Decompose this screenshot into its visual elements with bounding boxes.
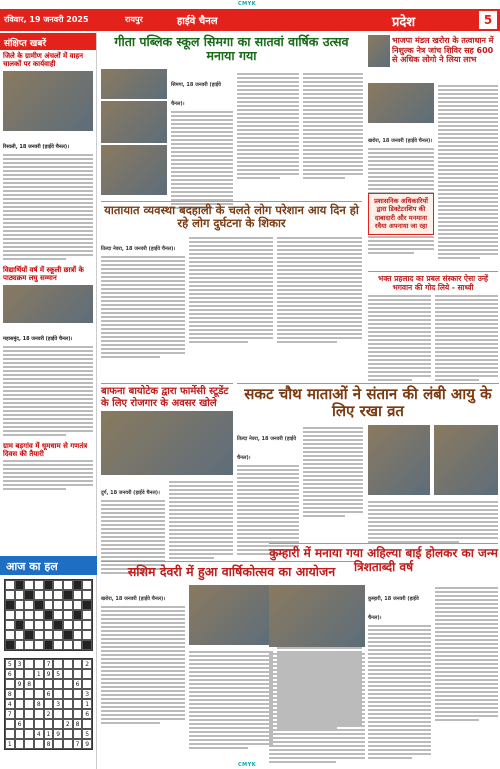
edition-city: रायपुर bbox=[125, 15, 143, 24]
story-sakat-photo-1 bbox=[368, 425, 430, 495]
story-sakat-col-3 bbox=[368, 499, 498, 545]
puzzle-header: आज का हल bbox=[0, 556, 97, 575]
briefs-header: संक्षिप्त खबरें bbox=[0, 33, 96, 50]
story-sakat-headline: सकट चौथ माताओं ने संतान की लंबी आयु के लिए रखा व्रत bbox=[244, 385, 492, 421]
story-geeta-dateline: सिमगा, 18 जनवरी (हाईवे चैनल)। bbox=[171, 82, 221, 107]
brief-story-1-photo bbox=[3, 71, 93, 131]
paper-name: हाईवे चैनल bbox=[177, 16, 218, 27]
story-sakat-photo-2 bbox=[434, 425, 498, 495]
story-traffic-col-2 bbox=[189, 235, 273, 345]
story-sashim-photo bbox=[189, 585, 273, 645]
story-geeta-headline: गीता पब्लिक स्कूल सिमगा का सातवां वार्षिक उत्सव मनाया गया bbox=[114, 34, 349, 64]
story-geeta-school bbox=[101, 35, 362, 64]
section-title: प्रदेश bbox=[392, 15, 416, 30]
crossword-grid bbox=[4, 579, 93, 651]
story-sashim-headline: सशिम देवरी में हुआ वार्षिकोत्सव का आयोजन bbox=[127, 564, 336, 579]
story-geeta-col-1 bbox=[171, 71, 233, 211]
story-geeta-photo-3 bbox=[101, 145, 167, 195]
brief-story-2-dateline: महासमुंद, 18 जनवरी (हाईवे चैनल)। bbox=[3, 335, 73, 342]
story-geeta-photo-2 bbox=[101, 101, 167, 143]
story-prahlad bbox=[368, 271, 498, 292]
right-column bbox=[269, 33, 500, 769]
story-bjp-col-1 bbox=[438, 83, 498, 261]
story-sakat-col-2 bbox=[303, 425, 363, 519]
story-bafna-col-2 bbox=[169, 479, 233, 561]
story-kumhari bbox=[269, 543, 498, 575]
story-sakat-dateline: तिल्दा नेवरा, 18 जनवरी (हाईवे चैनल)। bbox=[237, 436, 297, 461]
story-bafna-dateline: दुर्ग, 18 जनवरी (हाईवे चैनल)। bbox=[101, 490, 160, 496]
story-bjp-dateline: खरोरा, 18 जनवरी (हाईवे चैनल)। bbox=[368, 138, 433, 144]
story-kumhari-col-1 bbox=[368, 585, 431, 761]
story-prahlad-col-1 bbox=[368, 293, 431, 383]
brief-story-1-title: जिले के ग्रामीण अंचलों में वाहन चालकों पर कार्यवाही bbox=[3, 52, 83, 69]
story-traffic-headline: यातायात व्यवस्था बदहाली के चलते लोग परेशान आय दिन हो रहे लोग दुर्घटना के शिकार bbox=[104, 203, 359, 231]
cmyk-mark-top: CMYK bbox=[238, 1, 257, 7]
brief-story-3-body bbox=[3, 460, 93, 490]
story-traffic-col-1 bbox=[101, 235, 185, 360]
story-geeta-col-3 bbox=[303, 71, 363, 181]
brief-story-3 bbox=[0, 440, 96, 495]
issue-date: रविवार, 19 जनवरी 2025 bbox=[4, 15, 89, 24]
brief-story-1 bbox=[0, 50, 96, 264]
pull-quote-text: प्रशासनिक अधिकारियों द्वारा डिक्टेटरशिप की दाबादारी और मनमाना रवैया अपनाया जा रहा bbox=[374, 197, 428, 231]
brief-story-3-title: ग्राम बड़गांव में धूमधाम से गणतंत्र दिवस की तैयारी bbox=[3, 441, 88, 458]
story-sashim-col-2 bbox=[189, 649, 273, 751]
story-prahlad-headline: भक्त प्रहलाद का प्रबल संस्कार ऐसा उन्हें भगवान की गोद लिये - साध्वी bbox=[377, 274, 489, 292]
story-geeta-photo-1 bbox=[101, 69, 167, 99]
brief-story-2 bbox=[0, 264, 96, 440]
cmyk-mark-bottom: CMYK bbox=[238, 762, 257, 768]
story-kumhari-headline: कुम्हारी में मनाया गया अहिल्या बाई होलकर का जन्म त्रिशताब्दी वर्ष bbox=[269, 546, 498, 574]
brief-story-2-title: विद्यार्थियों वर्ष में स्कूली छात्रों के पाठ्यक्रम लघु सम्मान bbox=[3, 265, 84, 283]
story-bjp-headline: भाजपा मंडल खरोरा के तत्वाधान में निशुल्क नेत्र जांच शिविर सह 600 से अधिक लोगो ने लिया लाभ bbox=[392, 36, 494, 65]
story-prahlad-col-2 bbox=[435, 293, 498, 383]
pull-quote-box bbox=[368, 193, 434, 235]
story-sakat-col-1 bbox=[237, 425, 299, 557]
story-bjp-photo-2 bbox=[368, 83, 434, 123]
sudoku-grid: 5 3 7 2 6 1 9 5 9 8 6 8 6 3 4 8 3 1 7 2 6 6 2 8 4 1 9 5 1 8 7 9 bbox=[4, 658, 93, 750]
brief-story-1-dateline: रिसाली, 18 जनवरी (हाईवे चैनल)। bbox=[3, 143, 70, 150]
story-traffic bbox=[101, 201, 362, 230]
story-kumhari-photo bbox=[269, 585, 365, 647]
story-kumhari-dateline: कुम्हारी, 18 जनवरी (हाईवे चैनल)। bbox=[368, 596, 419, 621]
story-sashim-col-1 bbox=[101, 585, 185, 726]
story-geeta-col-2 bbox=[237, 71, 299, 181]
story-kumhari-col-0 bbox=[269, 651, 365, 765]
story-bafna-photo bbox=[101, 411, 233, 475]
left-column bbox=[0, 33, 97, 769]
brief-story-2-body bbox=[3, 346, 93, 436]
brief-story-2-photo bbox=[3, 285, 93, 323]
masthead bbox=[0, 9, 500, 31]
story-bjp-col-2 bbox=[368, 127, 434, 256]
story-kumhari-col-2 bbox=[435, 585, 498, 723]
story-bafna bbox=[101, 383, 233, 409]
story-traffic-col-3 bbox=[277, 235, 362, 345]
story-traffic-dateline: तिल्दा नेवरा, 18 जनवरी (हाईवे चैनल)। bbox=[101, 246, 176, 252]
story-sashim-dateline: खरोरा, 18 जनवरी (हाईवे चैनल)। bbox=[101, 596, 166, 602]
page-number: 5 bbox=[479, 11, 497, 29]
brief-story-1-body bbox=[3, 154, 93, 260]
story-bjp-photo bbox=[368, 35, 390, 67]
story-bafna-headline: बाफना बायोटेक द्वारा फार्मेसी स्टूडेंट के लिए रोजगार के अवसर खोले bbox=[101, 386, 229, 409]
